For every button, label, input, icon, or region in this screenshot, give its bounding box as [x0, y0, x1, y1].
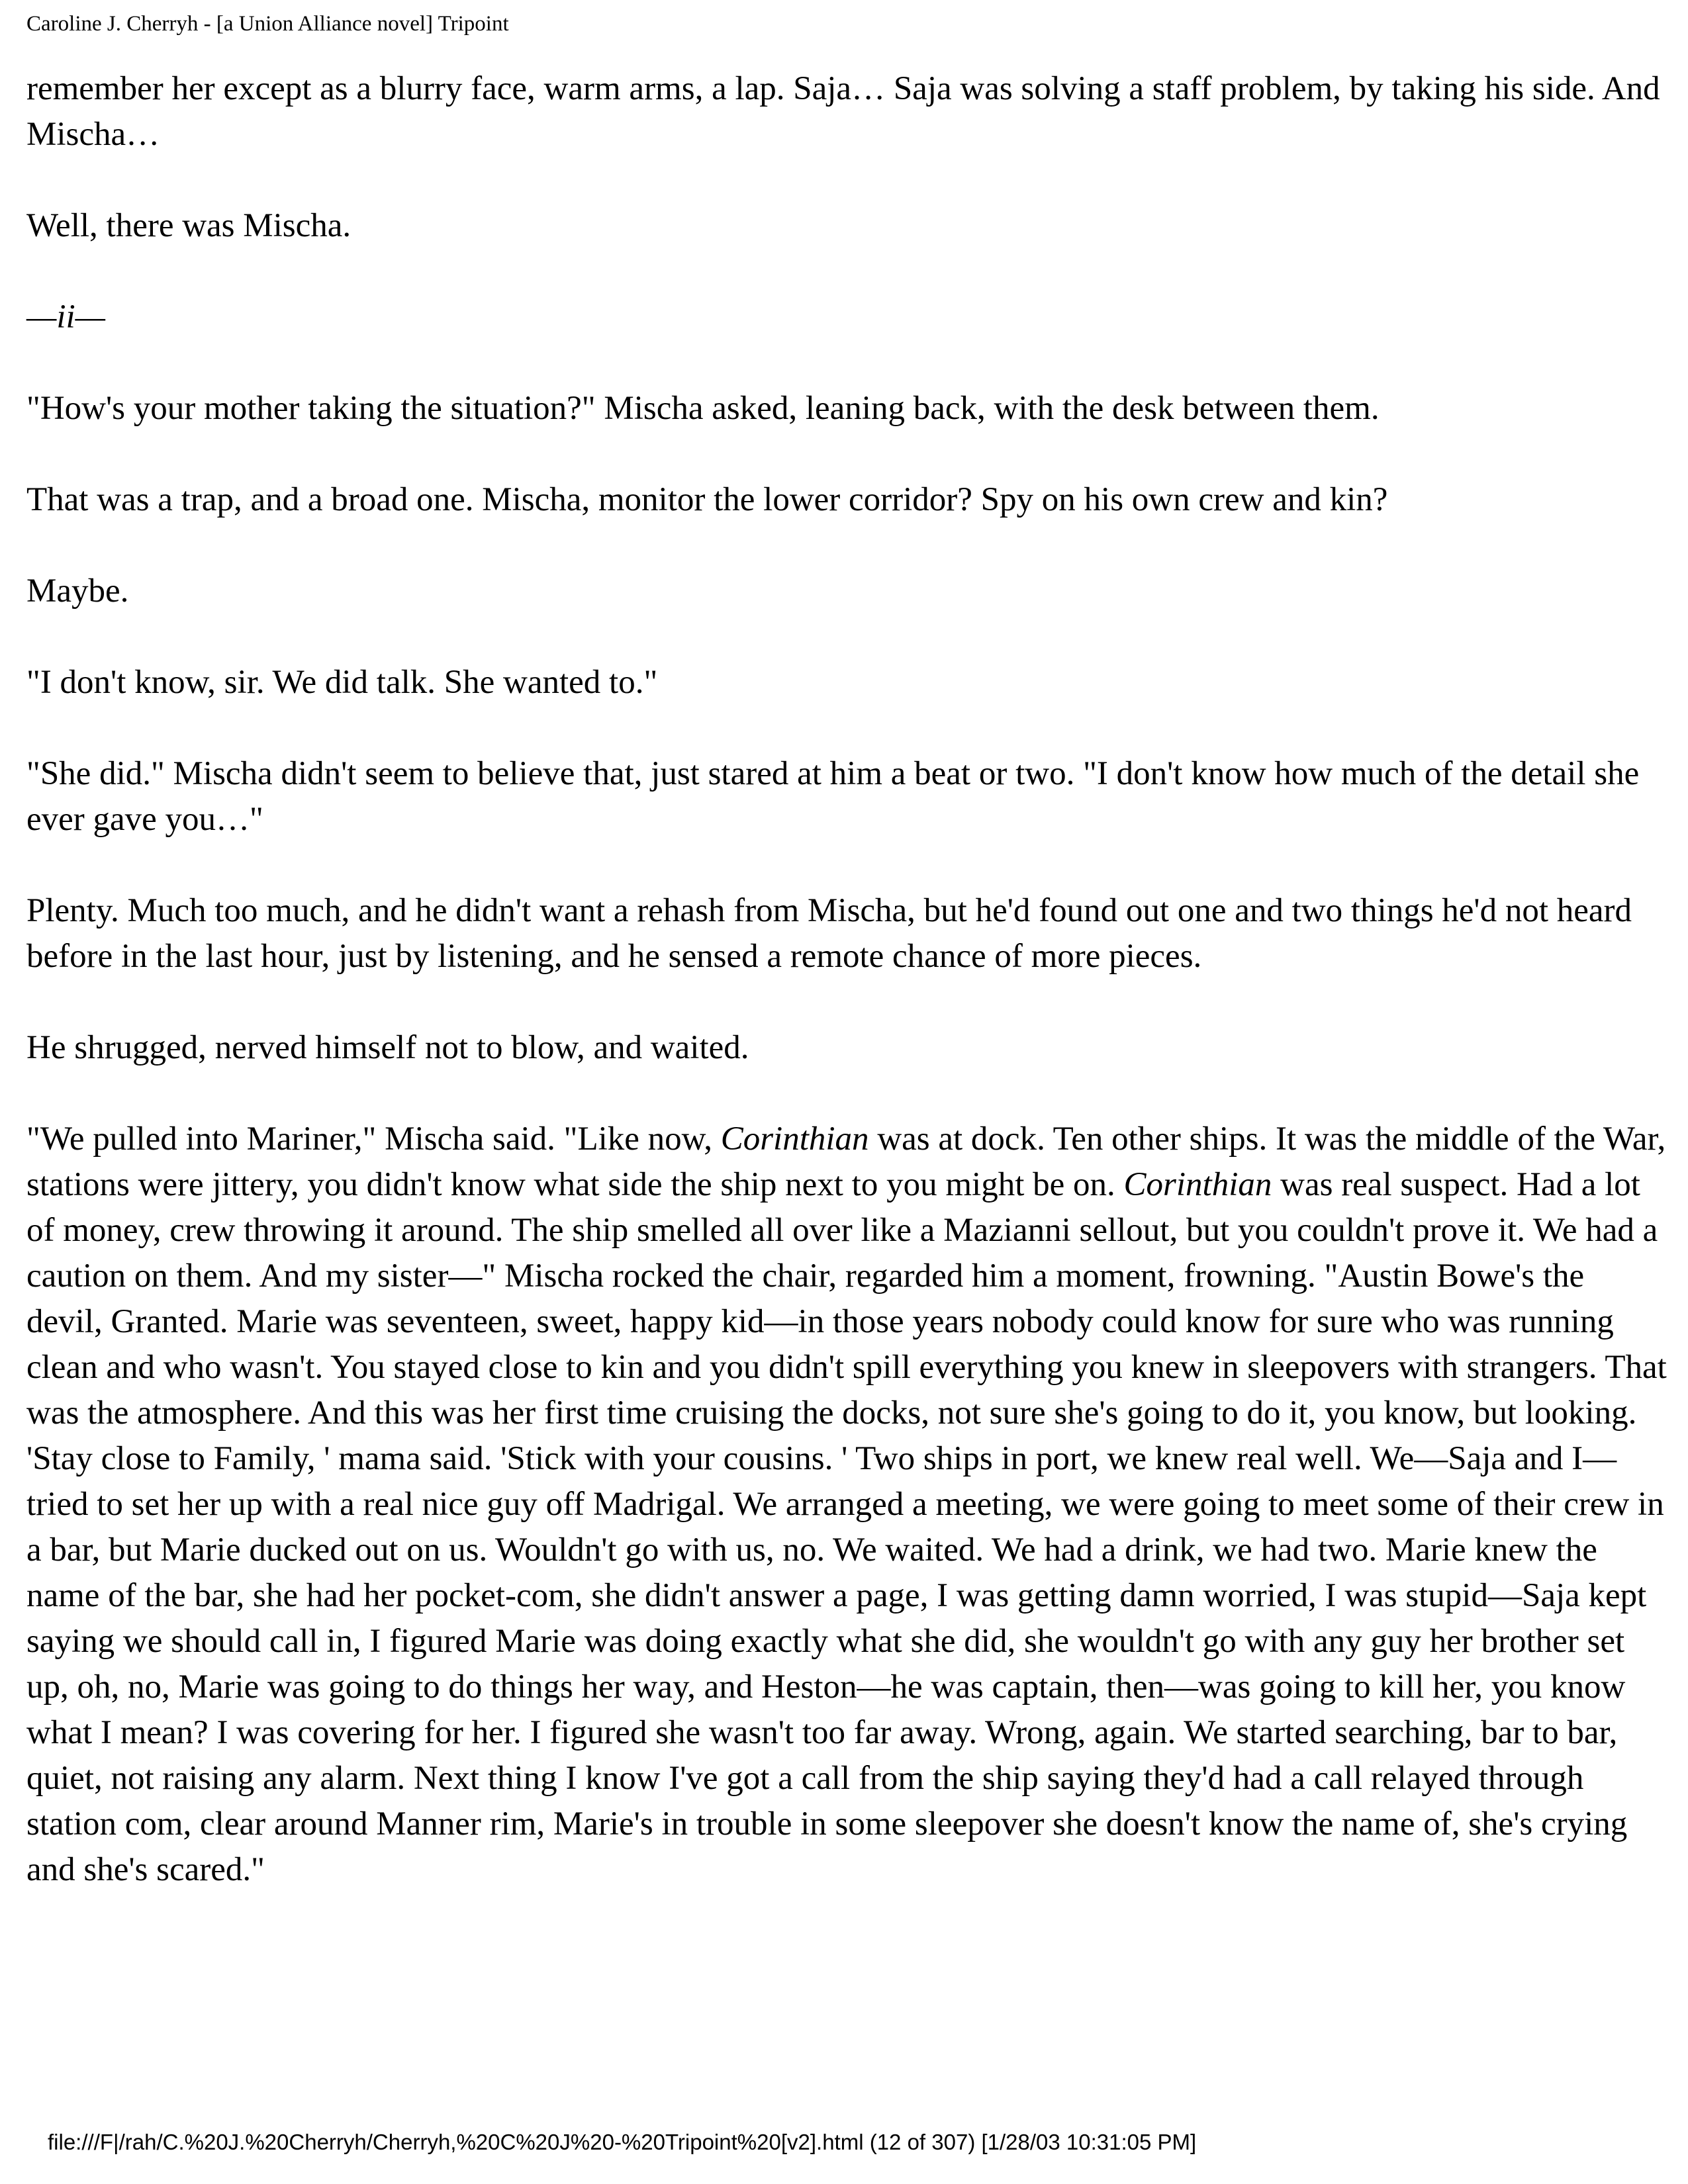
- paragraph-text: was at dock. Ten other ships. It was the middle of the War, stations were jittery, you didn't know what side the ship next to you might be on.: [26, 1120, 1666, 1203]
- paragraph: That was a trap, and a broad one. Mischa, monitor the lower corridor? Spy on his own crew and kin?: [26, 481, 1388, 518]
- paragraph: Well, there was Mischa.: [26, 207, 352, 244]
- ship-name-emphasis: Corinthian: [720, 1120, 869, 1158]
- paragraph: Maybe.: [26, 572, 129, 610]
- paragraph: Plenty. Much too much, and he didn't want a rehash from Mischa, but he'd found out one and two things he'd not heard before in the last hour, just by listening, and he sensed a remote chance of more pieces.: [26, 892, 1632, 975]
- paragraph: "She did." Mischa didn't seem to believe that, just stared at him a beat or two. "I don't know how much of the detail she ever gave you…": [26, 755, 1640, 838]
- page-header-title: Caroline J. Cherryh - [a Union Alliance novel] Tripoint: [26, 12, 509, 36]
- paragraph: He shrugged, nerved himself not to blow, and waited.: [26, 1029, 749, 1066]
- ship-name-emphasis: Corinthian: [1123, 1166, 1272, 1203]
- paragraph-text: was real suspect. Had a lot of money, crew throwing it around. The ship smelled all over like a Mazianni sellout, but you couldn't prove it. We had a caution on them. And my sister—" Mischa rocked the chair, regarded him a moment, frowning. "Austin Bowe's the devil, Granted. Marie was seventeen, sweet, happy kid—in those years nobody could know for sure who was running clean and who wasn't. You stayed close to kin and you didn't spill everything you knew in sleepovers with strangers. That was the atmosphere. And this was her first time cruising the docks, not sure she's going to do it, you know, but looking. 'Stay close to Family, ' mama said. 'Stick with your cousins. ' Two ships in port, we knew real well. We—Saja and I—tried to set her up with a real nice guy off Madrigal. We arranged a meeting, we were going to meet some of their crew in a bar, but Marie ducked out on us. Wouldn't go with us, no. We waited. We had a drink, we had two. Marie knew the name of the bar, she had her pocket-com, she didn't answer a page, I was getting damn worried, I was stupid—Saja kept saying we should call in, I figured Marie was doing exactly what she did, she wouldn't go with any guy her brother set up, oh, no, Marie was going to do things her way, and Heston—he was captain, then—was going to kill her, you know what I mean? I was covering for her. I figured she wasn't too far away. Wrong, again. We started searching, bar to bar, quiet, not raising any alarm. Next thing I know I've got a call from the ship saying they'd had a call relayed through station com, clear around Manner rim, Marie's in trouble in some sleepover she doesn't know the name of, she's crying and she's scared.": [26, 1166, 1667, 1888]
- section-break: —ii—: [26, 298, 106, 336]
- paragraph: remember her except as a blurry face, warm arms, a lap. Saja… Saja was solving a staff problem, by taking his side. And Mischa…: [26, 70, 1660, 153]
- paragraph: [26, 1116, 1668, 1893]
- page-footer-url: file:///F|/rah/C.%20J.%20Cherryh/Cherryh,%20C%20J%20-%20Tripoint%20[v2].html (12 of 307) [1/28/03 10:31:05 PM]: [48, 2130, 1197, 2154]
- document-body: [26, 66, 1668, 1893]
- paragraph-text: "We pulled into Mariner," Mischa said. "Like now,: [26, 1120, 721, 1158]
- paragraph: "How's your mother taking the situation?" Mischa asked, leaning back, with the desk between them.: [26, 390, 1380, 427]
- paragraph: "I don't know, sir. We did talk. She wanted to.": [26, 664, 658, 701]
